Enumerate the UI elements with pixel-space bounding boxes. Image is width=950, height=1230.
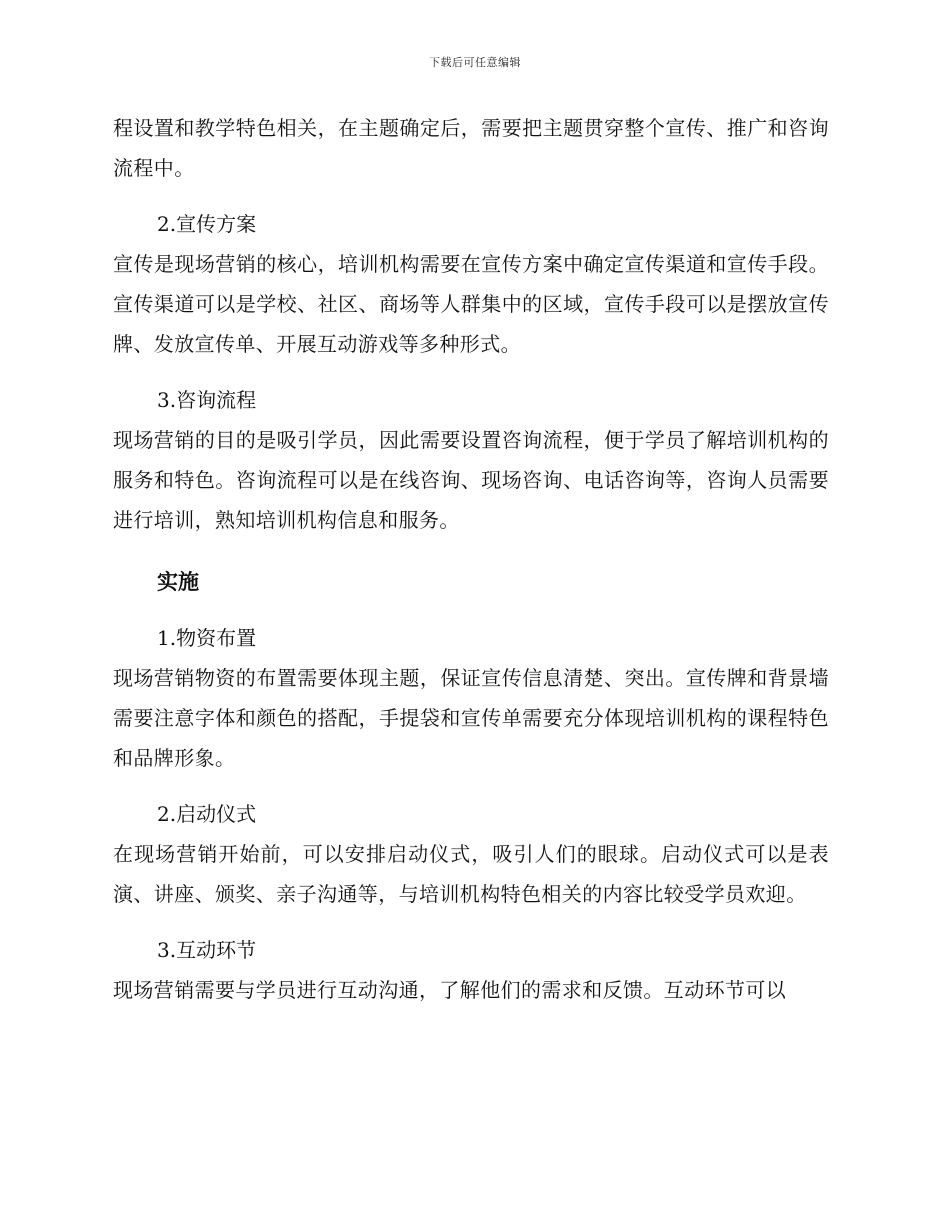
subheading-material-layout: 1.物资布置 — [157, 626, 257, 650]
paragraph-promotion-plan: 宣传是现场营销的核心，培训机构需要在宣传方案中确定宣传渠道和宣传手段。宣传渠道可以是学校、社区、商场等人群集中的区域，宣传手段可以是摆放宣传牌、发放宣传单、开展互动游戏等多种形式。 — [113, 252, 829, 356]
document-body — [113, 108, 829, 1010]
subheading-consultation-process: 3.咨询流程 — [157, 388, 257, 412]
section-title-implementation: 实施 — [157, 570, 199, 594]
page-header: 下载后可任意编辑 — [429, 56, 521, 69]
subheading-promotion-plan: 2.宣传方案 — [157, 212, 257, 236]
paragraph-interaction-session: 现场营销需要与学员进行互动沟通，了解他们的需求和反馈。互动环节可以 — [113, 978, 787, 1002]
paragraph-launch-ceremony: 在现场营销开始前，可以安排启动仪式，吸引人们的眼球。启动仪式可以是表演、讲座、颁奖、亲子沟通等，与培训机构特色相关的内容比较受学员欢迎。 — [113, 842, 829, 906]
paragraph-theme-end: 程设置和教学特色相关，在主题确定后，需要把主题贯穿整个宣传、推广和咨询流程中。 — [113, 116, 829, 180]
subheading-interaction-session: 3.互动环节 — [157, 938, 257, 962]
paragraph-material-layout: 现场营销物资的布置需要体现主题，保证宣传信息清楚、突出。宣传牌和背景墙需要注意字体和颜色的搭配，手提袋和宣传单需要充分体现培训机构的课程特色和品牌形象。 — [113, 666, 829, 770]
subheading-launch-ceremony: 2.启动仪式 — [157, 802, 257, 826]
paragraph-consultation-process: 现场营销的目的是吸引学员，因此需要设置咨询流程，便于学员了解培训机构的服务和特色。咨询流程可以是在线咨询、现场咨询、电话咨询等，咨询人员需要进行培训，熟知培训机构信息和服务。 — [113, 428, 829, 532]
